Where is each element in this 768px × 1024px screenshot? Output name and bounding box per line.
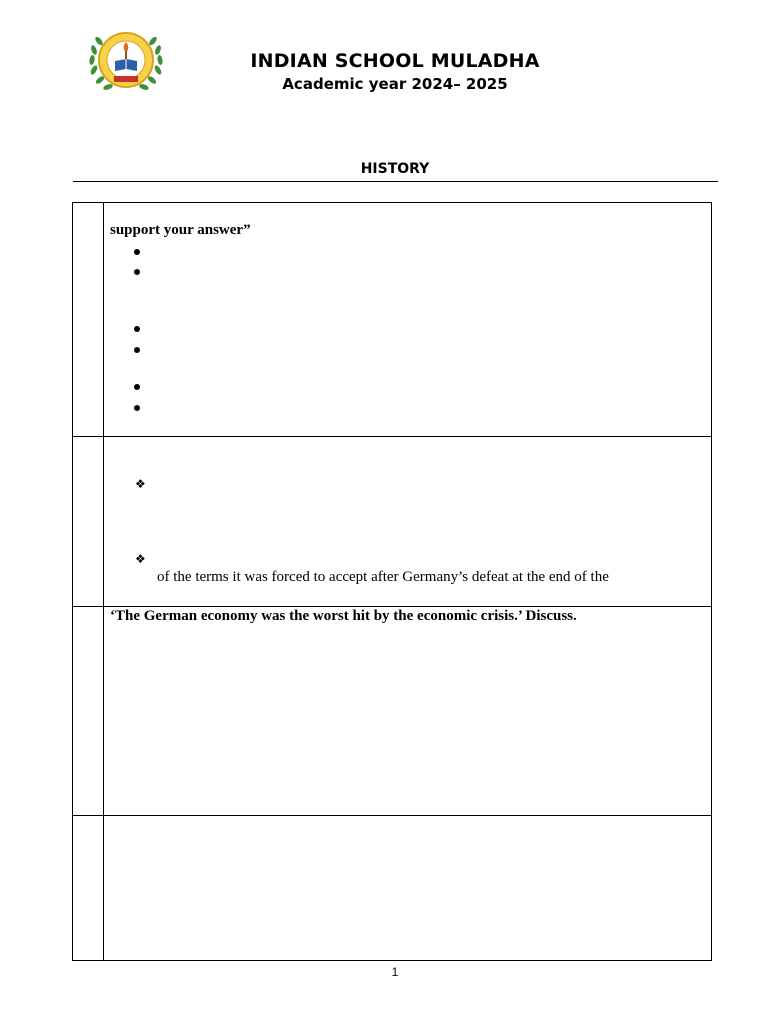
page-number: 1 bbox=[391, 965, 399, 979]
diamond-bullet-icon: ❖ bbox=[135, 552, 146, 566]
row-divider bbox=[73, 815, 711, 816]
row-divider bbox=[73, 436, 711, 437]
bullet-point bbox=[134, 249, 140, 255]
school-emblem-icon bbox=[84, 24, 168, 98]
academic-year: Academic year 2024– 2025 bbox=[282, 75, 508, 93]
question-1-lead-text: support your answer” bbox=[110, 222, 251, 238]
subject-title: HISTORY bbox=[360, 161, 430, 177]
school-name: INDIAN SCHOOL MULADHA bbox=[250, 50, 540, 72]
number-column-divider bbox=[103, 203, 104, 960]
diamond-bullet-icon: ❖ bbox=[135, 477, 146, 491]
bullet-point bbox=[134, 405, 140, 411]
bullet-point bbox=[134, 326, 140, 332]
question-2-continuation-text: of the terms it was forced to accept after Germany’s defeat at the end of the bbox=[157, 569, 609, 585]
question-table bbox=[72, 202, 712, 961]
bullet-point bbox=[134, 347, 140, 353]
question-3-text: ‘The German economy was the worst hit by the economic crisis.’ Discuss. bbox=[110, 608, 577, 624]
bullet-point bbox=[134, 269, 140, 275]
row-divider bbox=[73, 606, 711, 607]
header-divider bbox=[73, 181, 718, 182]
bullet-point bbox=[134, 384, 140, 390]
